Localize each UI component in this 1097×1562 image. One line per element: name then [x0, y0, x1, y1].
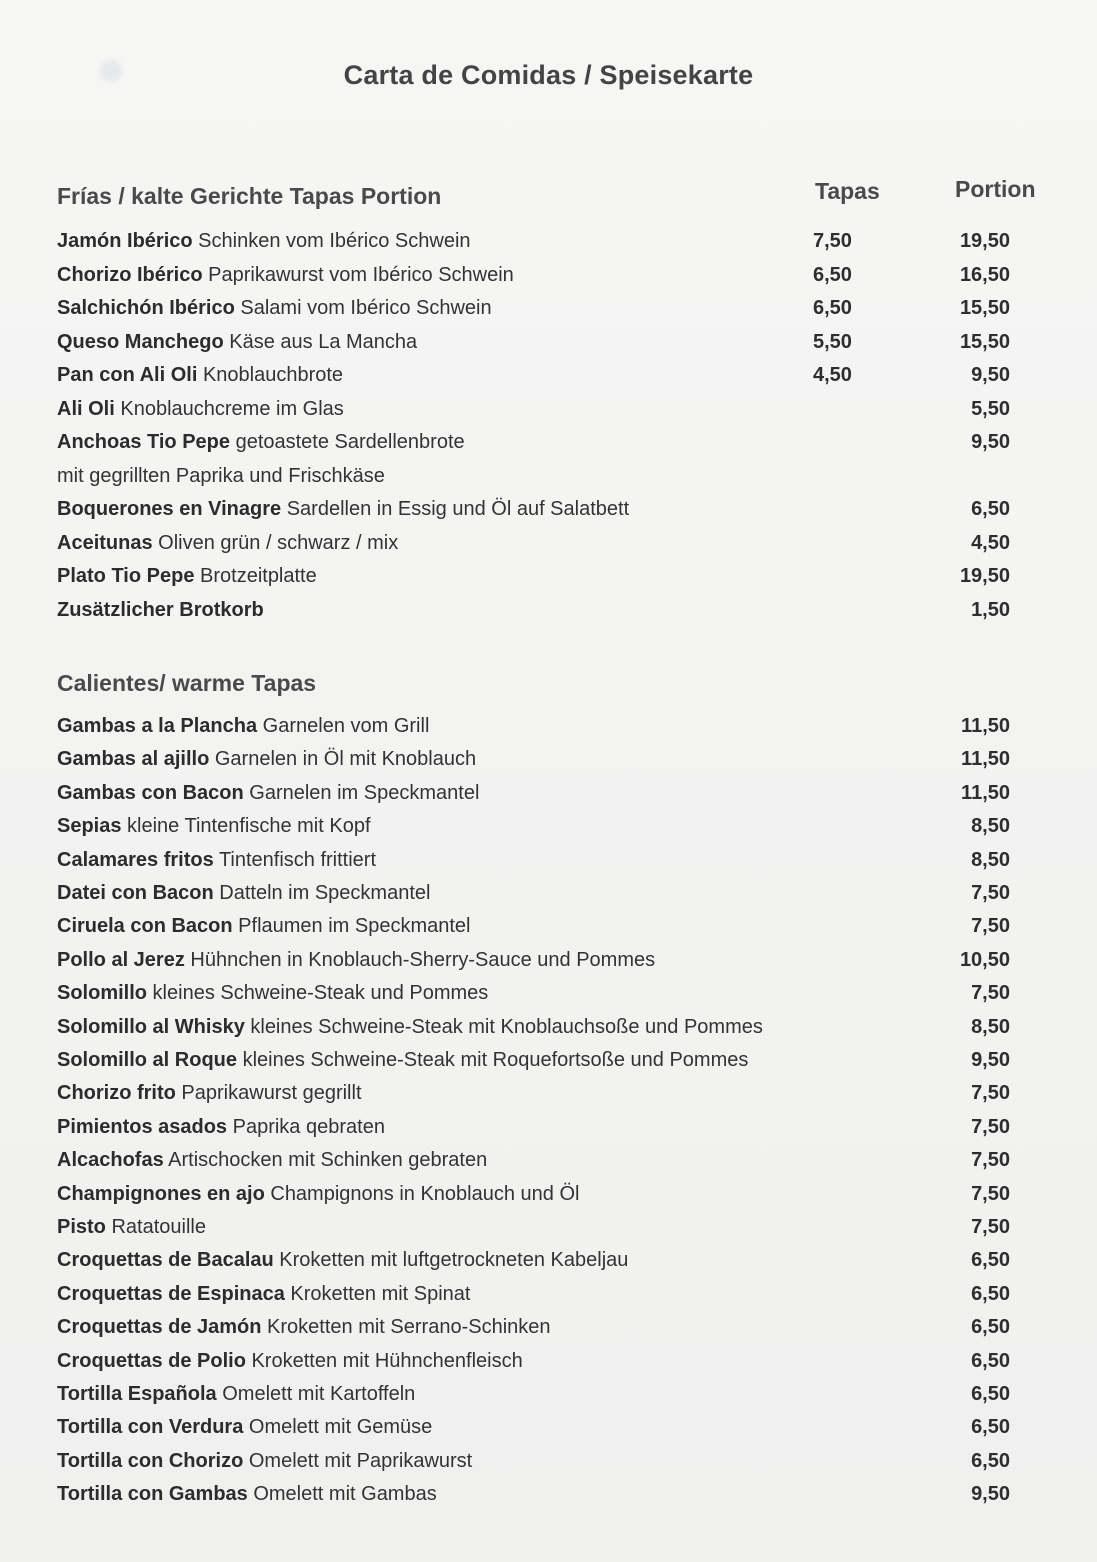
- dish-description: Omelett mit Gambas: [247, 1483, 437, 1506]
- dish-description: kleines Schweine-Steak und Pommes: [147, 982, 489, 1005]
- dish-description: Omelett mit Kartoffeln: [216, 1383, 416, 1405]
- dish-description: Pflaumen im Speckmantel: [232, 915, 471, 938]
- portion-price: 9,50: [971, 1049, 1010, 1071]
- menu-item-row: [57, 1379, 1042, 1409]
- menu-item-row: [57, 978, 1042, 1008]
- dish-name: Croquettas de Bacalau: [57, 1249, 274, 1272]
- portion-price: 1,50: [971, 598, 1010, 621]
- portion-price: 15,50: [959, 330, 1010, 353]
- dish-name: Tortilla con Chorizo: [57, 1449, 244, 1472]
- dish-name: Solomillo: [57, 982, 147, 1005]
- dish-name: Pisto: [57, 1216, 106, 1238]
- portion-price: 7,50: [971, 1182, 1010, 1205]
- dish-name: Boquerones en Vinagre: [57, 498, 282, 520]
- portion-price: 10,50: [959, 948, 1010, 971]
- menu-item-row: [57, 845, 1042, 875]
- dish-description: Champignons in Knoblauch und Öl: [264, 1182, 580, 1205]
- portion-price: 9,50: [971, 364, 1010, 386]
- menu-item-row: [57, 1078, 1042, 1108]
- portion-price: 16,50: [959, 263, 1010, 286]
- dish-description: mit gegrillten Paprika und Frischkäse: [57, 464, 385, 487]
- dish-name: Tortilla con Verdura: [57, 1416, 244, 1439]
- portion-price: 6,50: [971, 498, 1010, 520]
- menu-item-row: [57, 711, 1042, 741]
- portion-price: 9,50: [971, 431, 1010, 453]
- dish-name: Aceitunas: [57, 531, 153, 554]
- dish-description: Paprikawurst gegrillt: [175, 1082, 362, 1105]
- portion-price: 6,50: [971, 1316, 1010, 1339]
- dish-name: Tortilla Española: [57, 1383, 217, 1405]
- dish-description: Paprikawurst vom Ibérico Schwein: [202, 263, 514, 286]
- dish-description: Kroketten mit luftgetrockneten Kabeljau: [273, 1249, 629, 1272]
- dish-description: Paprika qebraten: [227, 1115, 385, 1138]
- menu-item-row: [57, 1045, 1042, 1075]
- menu-item-row: [57, 1012, 1042, 1042]
- portion-price: 9,50: [971, 1483, 1010, 1506]
- menu-item-row: [57, 1479, 1042, 1509]
- dish-name: Ciruela con Bacon: [57, 915, 233, 938]
- tapas-column-header: Tapas: [815, 178, 880, 204]
- page-title: Carta de Comidas / Speisekarte: [343, 60, 754, 90]
- menu-item-row: [57, 461, 1042, 491]
- portion-price: 6,50: [971, 1282, 1010, 1305]
- dish-description: Hühnchen in Knoblauch-Sherry-Sauce und Pommes: [184, 948, 656, 971]
- menu-item-row: [57, 394, 1042, 424]
- portion-price: 6,50: [971, 1249, 1010, 1272]
- dish-name: Gambas a la Plancha: [57, 715, 258, 737]
- dish-name: Sepias: [57, 815, 122, 838]
- dish-name: Chorizo frito: [57, 1082, 176, 1105]
- dish-name: Solomillo al Roque: [57, 1049, 238, 1071]
- menu-item-row: [57, 1412, 1042, 1442]
- menu-item-row: [57, 595, 1042, 625]
- cold-section-title: Frías / kalte Gerichte Tapas Portion: [57, 183, 442, 209]
- portion-price: 7,50: [971, 1149, 1010, 1172]
- portion-price: 19,50: [959, 565, 1010, 587]
- dish-name: Croquettas de Jamón: [57, 1316, 262, 1339]
- dish-name: Plato Tio Pepe: [57, 565, 195, 587]
- tapas-price: 4,50: [813, 364, 852, 386]
- dish-description: Salami vom Ibérico Schwein: [234, 297, 492, 319]
- dish-description: Knoblauchcreme im Glas: [114, 397, 344, 420]
- menu-item-row: [57, 360, 1042, 390]
- tapas-price: 7,50: [813, 230, 852, 252]
- menu-item-row: [57, 1212, 1042, 1242]
- portion-price: 7,50: [971, 982, 1010, 1005]
- dish-name: Anchoas Tio Pepe: [57, 431, 231, 453]
- portion-price: 8,50: [971, 815, 1010, 838]
- dish-description: Knoblauchbrote: [197, 364, 344, 386]
- dish-name: Pan con Ali Oli: [57, 364, 198, 386]
- dish-description: Ratatouille: [105, 1216, 206, 1238]
- dish-description: Kroketten mit Hühnchenfleisch: [245, 1349, 523, 1372]
- dish-description: Omelett mit Paprikawurst: [243, 1449, 473, 1472]
- dish-name: Gambas al ajillo: [57, 748, 210, 771]
- menu-item-row: [57, 561, 1042, 591]
- dish-description: Garnelen im Speckmantel: [243, 781, 480, 804]
- dish-description: Brotzeitplatte: [194, 565, 317, 587]
- dish-name: Pollo al Jerez: [57, 948, 185, 971]
- portion-column-header: Portion: [955, 176, 1036, 202]
- dish-name: Pimientos asados: [57, 1115, 228, 1138]
- dish-description: kleines Schweine-Steak mit Knoblauchsoße und Pommes: [244, 1015, 763, 1038]
- menu-item-row: [57, 427, 1042, 457]
- dish-name: Champignones en ajo: [57, 1182, 265, 1205]
- portion-price: 8,50: [971, 848, 1010, 871]
- menu-item-row: [57, 1179, 1042, 1209]
- dish-description: Datteln im Speckmantel: [213, 882, 431, 904]
- menu-item-row: [57, 528, 1042, 558]
- dish-description: kleines Schweine-Steak mit Roquefortsoße und Pommes: [237, 1049, 749, 1071]
- menu-item-row: [57, 327, 1042, 357]
- portion-price: 6,50: [971, 1449, 1010, 1472]
- portion-price: 11,50: [961, 781, 1010, 804]
- dish-name: Zusätzlicher Brotkorb: [57, 598, 264, 621]
- portion-price: 7,50: [971, 1216, 1010, 1238]
- menu-item-row: [57, 1446, 1042, 1476]
- dish-name: Alcachofas: [57, 1149, 164, 1172]
- menu-item-row: [57, 494, 1042, 524]
- portion-price: 11,50: [961, 715, 1010, 737]
- dish-description: Artischocken mit Schinken gebraten: [163, 1149, 488, 1172]
- portion-price: 6,50: [971, 1349, 1010, 1372]
- menu-item-row: [57, 778, 1042, 808]
- dish-name: Datei con Bacon: [57, 882, 214, 904]
- dish-name: Croquettas de Espinaca: [57, 1282, 285, 1305]
- dish-name: Salchichón Ibérico: [57, 297, 235, 319]
- portion-price: 4,50: [971, 531, 1010, 554]
- dish-description: Garnelen in Öl mit Knoblauch: [209, 748, 477, 771]
- portion-price: 7,50: [971, 1115, 1010, 1138]
- dish-description: Oliven grün / schwarz / mix: [152, 531, 399, 554]
- portion-price: 7,50: [971, 882, 1010, 904]
- dish-description: Käse aus La Mancha: [223, 330, 418, 353]
- dish-name: Queso Manchego: [57, 330, 224, 353]
- dish-name: Jamón Ibérico: [57, 230, 193, 252]
- tapas-price: 6,50: [813, 297, 852, 319]
- portion-price: 11,50: [961, 748, 1010, 771]
- menu-item-row: [57, 1346, 1042, 1376]
- menu-item-row: [57, 811, 1042, 841]
- dish-description: kleine Tintenfische mit Kopf: [121, 815, 371, 838]
- dish-description: Kroketten mit Spinat: [284, 1282, 471, 1305]
- menu-item-row: [57, 1312, 1042, 1342]
- tapas-price: 6,50: [813, 263, 852, 286]
- dish-name: Ali Oli: [57, 397, 115, 420]
- portion-price: 19,50: [959, 230, 1010, 252]
- portion-price: 7,50: [971, 1082, 1010, 1105]
- portion-price: 5,50: [971, 397, 1010, 420]
- menu-item-row: [57, 1145, 1042, 1175]
- menu-item-row: [57, 1245, 1042, 1275]
- dish-name: Chorizo Ibérico: [57, 263, 203, 286]
- menu-item-row: [57, 945, 1042, 975]
- dish-name: Calamares fritos: [57, 848, 214, 871]
- menu-item-row: [57, 1112, 1042, 1142]
- portion-price: 15,50: [959, 297, 1010, 319]
- dish-description: Kroketten mit Serrano-Schinken: [261, 1316, 551, 1339]
- dish-name: Gambas con Bacon: [57, 781, 244, 804]
- warm-section-title: Calientes/ warme Tapas: [57, 670, 317, 696]
- dish-description: Sardellen in Essig und Öl auf Salatbett: [281, 498, 630, 520]
- dish-description: Schinken vom Ibérico Schwein: [192, 230, 471, 252]
- tapas-price: 5,50: [813, 330, 852, 353]
- portion-price: 6,50: [971, 1416, 1010, 1439]
- dish-description: Omelett mit Gemüse: [243, 1416, 433, 1439]
- menu-item-row: [57, 878, 1042, 908]
- dish-name: Croquettas de Polio: [57, 1349, 246, 1372]
- menu-item-row: [57, 260, 1042, 290]
- menu-item-row: [57, 226, 1042, 256]
- dish-description: Garnelen vom Grill: [257, 715, 430, 737]
- dish-name: Tortilla con Gambas: [57, 1483, 248, 1506]
- portion-price: 8,50: [971, 1015, 1010, 1038]
- dish-description: getoastete Sardellenbrote: [230, 431, 465, 453]
- menu-item-row: [57, 293, 1042, 323]
- menu-item-row: [57, 911, 1042, 941]
- menu-item-row: [57, 1279, 1042, 1309]
- portion-price: 7,50: [971, 915, 1010, 938]
- menu-item-row: [57, 744, 1042, 774]
- portion-price: 6,50: [971, 1383, 1010, 1405]
- dish-description: Tintenfisch frittiert: [213, 848, 377, 871]
- dish-name: Solomillo al Whisky: [57, 1015, 245, 1038]
